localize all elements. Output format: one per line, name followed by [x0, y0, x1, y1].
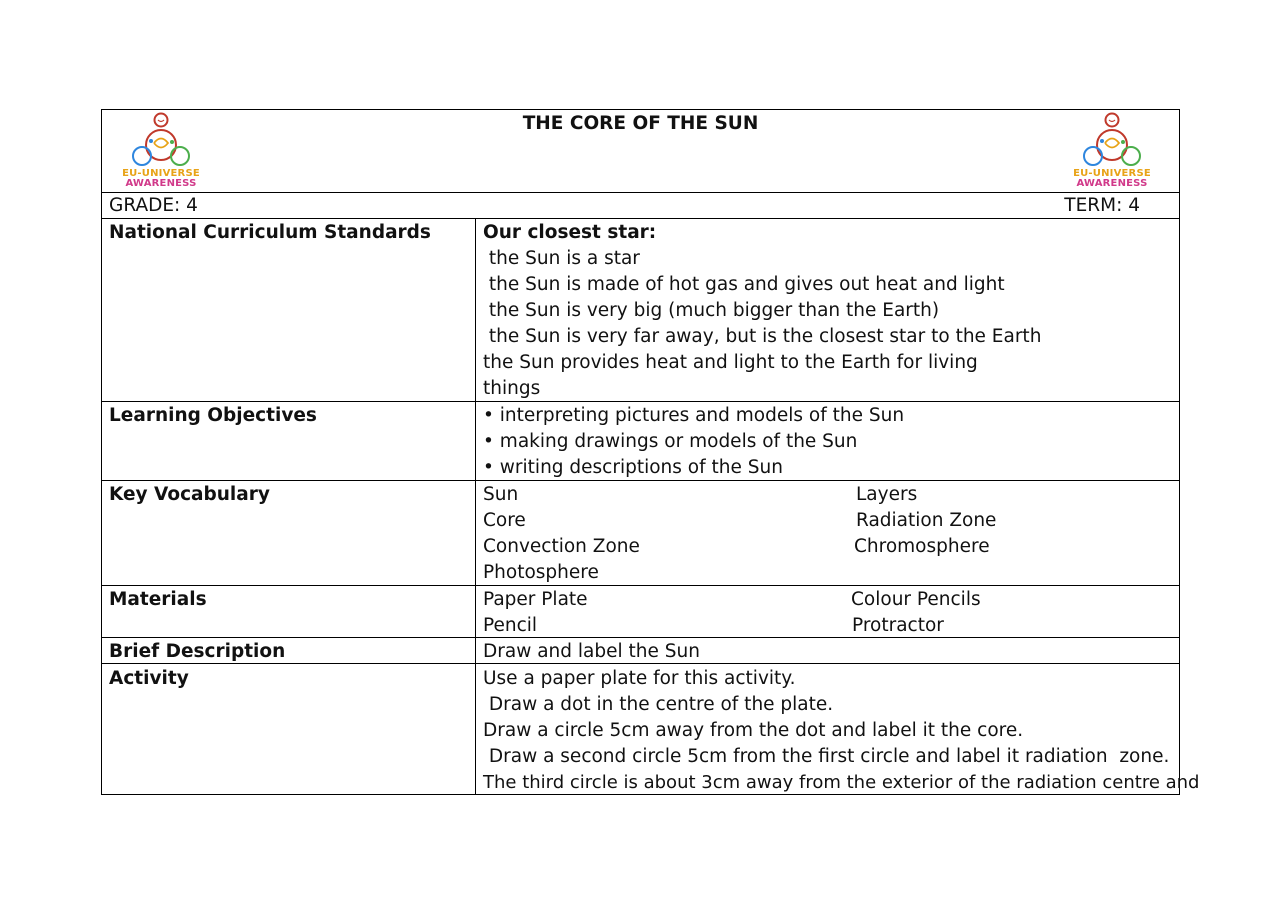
- logo-figures-icon: [121, 111, 201, 169]
- activity-step: Draw a dot in the centre of the plate.: [483, 694, 834, 715]
- row-label-vocabulary: Key Vocabulary: [109, 484, 270, 505]
- eu-universe-logo-left: [121, 111, 201, 193]
- document-title: THE CORE OF THE SUN: [522, 113, 759, 134]
- vocab-term: Core: [483, 510, 526, 531]
- activity-step: Draw a circle 5cm away from the dot and label it the core.: [483, 720, 1024, 741]
- vocab-term: Sun: [483, 484, 519, 505]
- material-item: Pencil: [483, 615, 538, 636]
- vocab-term: Convection Zone: [483, 536, 640, 557]
- vocab-term: Photosphere: [483, 562, 599, 583]
- objective-item: • interpreting pictures and models of the Sun: [483, 405, 905, 426]
- divider: [101, 192, 1180, 193]
- standards-line: the Sun provides heat and light to the Earth for living: [483, 352, 978, 373]
- objective-item: • making drawings or models of the Sun: [483, 431, 858, 452]
- activity-step: Draw a second circle 5cm from the first circle and label it radiation zone.: [483, 746, 1170, 767]
- lesson-plan-table: [101, 109, 1200, 795]
- standards-line: the Sun is a star: [483, 248, 640, 269]
- row-label-materials: Materials: [109, 589, 207, 610]
- activity-step: Use a paper plate for this activity.: [483, 668, 796, 689]
- grade-label: GRADE: 4: [109, 195, 198, 216]
- objective-item: • writing descriptions of the Sun: [483, 457, 783, 478]
- material-item: Colour Pencils: [851, 589, 981, 610]
- logo-figures-icon: [1072, 111, 1152, 169]
- divider: [101, 637, 1180, 638]
- standards-line: the Sun is made of hot gas and gives out heat and light: [483, 274, 1005, 295]
- standards-line: things: [483, 378, 541, 399]
- divider: [101, 218, 1180, 219]
- divider: [101, 401, 1180, 402]
- divider: [101, 585, 1180, 586]
- logo-text-line1: EU-UNIVERSE: [122, 168, 200, 179]
- vocab-term: Layers: [856, 484, 918, 505]
- material-item: Protractor: [852, 615, 944, 636]
- eu-universe-logo-right: [1072, 111, 1152, 193]
- vocab-term: Radiation Zone: [856, 510, 997, 531]
- logo-text-line2: AWARENESS: [1076, 178, 1148, 189]
- activity-step: The third circle is about 3cm away from the exterior of the radiation centre and: [483, 772, 1200, 793]
- standards-line: the Sun is very far away, but is the closest star to the Earth: [483, 326, 1042, 347]
- standards-heading: Our closest star:: [483, 222, 657, 243]
- row-label-activity: Activity: [109, 668, 189, 689]
- row-label-brief: Brief Description: [109, 641, 286, 662]
- column-divider: [475, 218, 476, 795]
- standards-line: the Sun is very big (much bigger than the Earth): [483, 300, 940, 321]
- vocab-term: Chromosphere: [854, 536, 990, 557]
- row-label-standards: National Curriculum Standards: [109, 222, 431, 243]
- row-label-objectives: Learning Objectives: [109, 405, 317, 426]
- logo-text-line1: EU-UNIVERSE: [1073, 168, 1151, 179]
- logo-text-line2: AWARENESS: [125, 178, 197, 189]
- brief-description-text: Draw and label the Sun: [483, 641, 700, 662]
- material-item: Paper Plate: [483, 589, 588, 610]
- term-label: TERM: 4: [1064, 195, 1140, 216]
